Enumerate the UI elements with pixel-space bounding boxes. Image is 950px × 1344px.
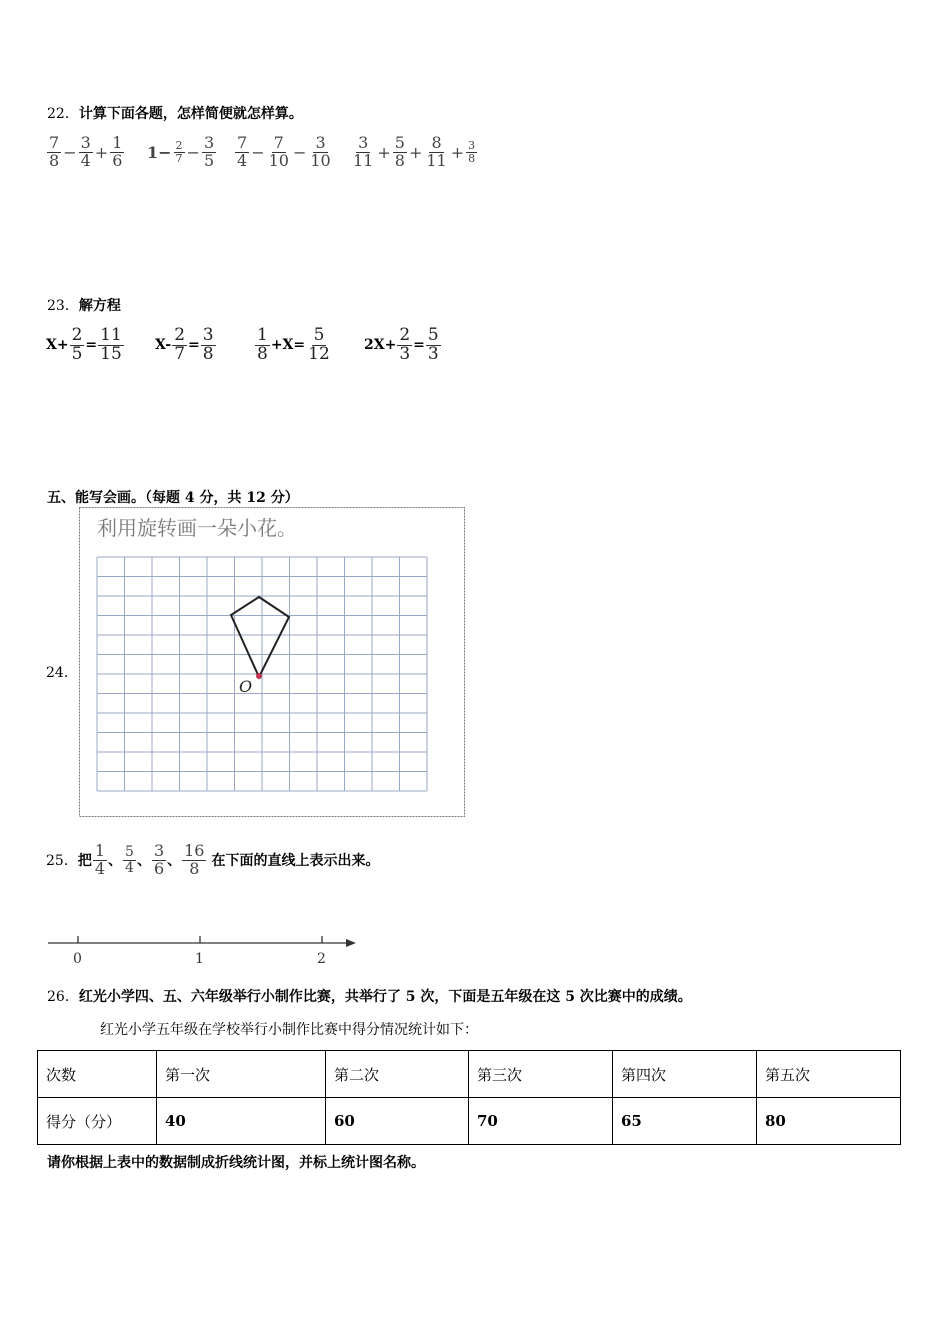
- tick-label-0: 0: [73, 951, 82, 967]
- fraction: $\frac{3}{11}$: [353, 133, 374, 170]
- section-5-heading: 五、能写会画。（每题 4 分，共 12 分）: [47, 490, 299, 506]
- fraction: $\frac{2}{5}$: [71, 325, 83, 364]
- q24-number: 24．: [46, 665, 78, 681]
- fraction: $\frac{1}{6}$: [112, 133, 123, 170]
- table-header-cell: 第四次: [613, 1051, 757, 1098]
- q22-expression-1: $\frac{7}{8}$ − $\frac{3}{4}$ + $\frac{1}{6}$: [49, 133, 123, 170]
- figure-title: 利用旋转画一朵小花。: [97, 516, 297, 540]
- fraction: $\frac{16}{8}$: [184, 841, 205, 878]
- fraction: $\frac{3}{8}$: [468, 139, 476, 165]
- q26-number: 26．: [47, 989, 79, 1005]
- fraction: $\frac{8}{11}$: [426, 133, 447, 170]
- q22-expression-2: 1− $\frac{2}{7}$ − $\frac{3}{5}$: [147, 133, 215, 170]
- q26-heading: [47, 986, 692, 1006]
- fraction: $\frac{3}{10}$: [310, 133, 331, 170]
- score-table: [37, 1050, 901, 1145]
- table-cell: 得分（分）: [38, 1098, 157, 1145]
- fraction: $\frac{3}{8}$: [202, 325, 214, 364]
- fraction: $\frac{2}{3}$: [399, 325, 411, 364]
- q23-number: 23．: [47, 298, 79, 314]
- q26-instruction: 请你根据上表中的数据制成折线统计图，并标上统计图名称。: [47, 1155, 425, 1171]
- fraction: $\frac{7}{8}$: [49, 133, 60, 170]
- table-row: [38, 1098, 901, 1145]
- q25-number: 25．: [46, 853, 78, 870]
- tick-label-1: 1: [195, 951, 204, 967]
- q26-text: 红光小学四、五、六年级举行小制作比赛，共举行了 5 次，下面是五年级在这 5 次比赛中的成绩。: [78, 989, 692, 1005]
- q22-expression-4: $\frac{3}{11}$ + $\frac{5}{8}$ + $\frac{8}{11}$ + $\frac{3}{8}$: [353, 133, 476, 170]
- table-header-cell: 第三次: [469, 1051, 613, 1098]
- q23-equation-3: $\frac{1}{8}$ +X= $\frac{5}{12}$: [257, 325, 330, 364]
- table-header-cell: 次数: [38, 1051, 157, 1098]
- q22-number: 22．: [47, 106, 79, 122]
- figure-border: [80, 508, 465, 817]
- rotation-grid-figure: [79, 507, 465, 817]
- table-header-cell: 第五次: [757, 1051, 901, 1098]
- table-cell: 80: [757, 1098, 901, 1145]
- fraction: $\frac{3}{6}$: [153, 841, 165, 878]
- table-caption: 红光小学五年级在学校举行小制作比赛中得分情况统计如下：: [100, 1022, 478, 1038]
- number-line: [46, 930, 366, 970]
- table-header-cell: 第一次: [157, 1051, 326, 1098]
- q25-line: 25． 把 $\frac{1}{4}$ 、 $\frac{5}{4}$ 、 $\frac{3}{6}$ 、 $\frac{16}{8}$ 在下面的直线上表示出来。: [46, 841, 380, 878]
- q22-expression-3: $\frac{7}{4}$ − $\frac{7}{10}$ − $\frac{3}{10}$: [237, 133, 331, 170]
- table-row: [38, 1051, 901, 1098]
- point-label-o: O: [239, 677, 253, 696]
- fraction: $\frac{5}{8}$: [394, 133, 405, 170]
- q23-equation-1: X+ $\frac{2}{5}$ = $\frac{11}{15}$: [46, 325, 122, 364]
- fraction: $\frac{7}{4}$: [237, 133, 248, 170]
- fraction: $\frac{7}{10}$: [268, 133, 289, 170]
- tick-label-2: 2: [317, 951, 326, 967]
- fraction: $\frac{1}{8}$: [257, 325, 268, 364]
- table-cell: 40: [157, 1098, 326, 1145]
- table-header-cell: 第二次: [326, 1051, 469, 1098]
- fraction: $\frac{5}{4}$: [125, 844, 134, 876]
- q23-equation-4: 2X+ $\frac{2}{3}$ = $\frac{5}{3}$: [364, 325, 439, 364]
- arrow-right-icon: [346, 939, 356, 947]
- table-cell: 60: [326, 1098, 469, 1145]
- table-cell: 70: [469, 1098, 613, 1145]
- score-table-wrapper: [37, 1050, 901, 1145]
- fraction: $\frac{11}{15}$: [100, 325, 122, 364]
- fraction: $\frac{3}{5}$: [203, 133, 215, 170]
- fraction: $\frac{1}{4}$: [94, 841, 106, 878]
- fraction: $\frac{5}{3}$: [427, 325, 439, 364]
- fraction: $\frac{2}{7}$: [175, 139, 183, 165]
- q23-heading: [47, 295, 121, 315]
- q23-title: 解方程: [78, 298, 121, 314]
- fraction: $\frac{3}{4}$: [80, 133, 91, 170]
- table-cell: 65: [613, 1098, 757, 1145]
- q22-heading: [47, 103, 303, 123]
- rotation-center-point: [256, 673, 262, 679]
- q23-equation-2: X- $\frac{2}{7}$ = $\frac{3}{8}$: [155, 325, 214, 364]
- rotation-figure: [79, 507, 465, 817]
- fraction: $\frac{5}{12}$: [308, 325, 330, 364]
- fraction: $\frac{2}{7}$: [174, 325, 186, 364]
- q22-title: 计算下面各题，怎样简便就怎样算。: [78, 106, 303, 122]
